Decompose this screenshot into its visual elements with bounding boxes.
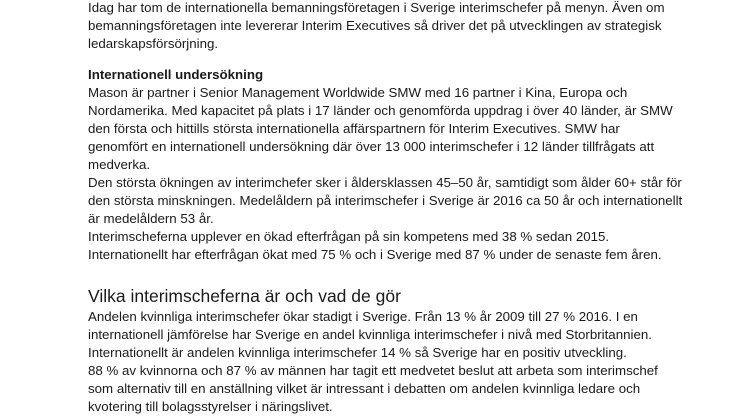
vilka-paragraph xyxy=(88,308,738,416)
survey-line: Internationellt har efterfrågan ökat med 75 % och i Sverige med 87 % under de senaste fem åren. xyxy=(88,247,662,262)
vilka-line: som alternativ till en anställning vilket är intressant i debatten om andelen kvinnliga ledare och xyxy=(88,381,641,396)
intro-line: ledarskapsförsörjning. xyxy=(88,36,219,51)
vilka-line: kvotering till bolagsstyrelser i näringslivet. xyxy=(88,399,333,414)
survey-line: Den största ökningen av interimchefer sker i åldersklassen 45–50 år, samtidigt som ålder 60+ står för xyxy=(88,175,682,190)
vilka-line: Andelen kvinnliga interimschefer ökar stadigt i Sverige. Från 13 % år 2009 till 27 % 2016. I en xyxy=(88,309,638,324)
survey-line: Interimscheferna upplever en ökad efterfrågan på sin kompetens med 38 % sedan 2015. xyxy=(88,229,610,244)
survey-line: Nordamerika. Med kapacitet på plats i 17 länder och genomförda uppdrag i över 40 länder, är SMW xyxy=(88,103,673,118)
international-survey-heading: Internationell undersökning xyxy=(88,67,264,82)
intro-line: Idag har tom de internationella bemanningsföretagen i Sverige interimschefer på menyn. Även om xyxy=(88,0,665,15)
survey-line: Mason är partner i Senior Management Worldwide SMW med 16 partner i Kina, Europa och xyxy=(88,85,628,100)
survey-line: den största minskningen. Medelåldern på interimschefer i Sverige är 2016 ca 50 år och internationellt xyxy=(88,193,683,208)
intro-line: bemanningsföretagen inte levererar Interim Executives så driver det på utvecklingen av strategisk xyxy=(88,18,662,33)
vilka-line: Internationellt är andelen kvinnliga interimschefer 14 % så Sverige har en positiv utveckling. xyxy=(88,345,627,360)
international-survey-section xyxy=(88,66,738,264)
intro-paragraph xyxy=(88,0,738,53)
survey-line: genomfört en internationell undersökning där över 13 000 interimschefer i 12 länder tillfrågats att xyxy=(88,139,655,154)
vilka-line: 88 % av kvinnorna och 87 % av männen har tagit ett medvetet beslut att arbeta som interimschef xyxy=(88,363,658,378)
section-title-vilka: Vilka interimscheferna är och vad de gör xyxy=(88,286,401,306)
vilka-line: internationell jämförelse har Sverige en andel kvinnliga interimschefer i nivå med Storbritannien. xyxy=(88,327,652,342)
survey-line: medverka. xyxy=(88,157,151,172)
survey-line: är medelåldern 53 år. xyxy=(88,211,214,226)
survey-line: den första och hittills största internationella affärspartnern för Interim Executives. SMW har xyxy=(88,121,620,136)
